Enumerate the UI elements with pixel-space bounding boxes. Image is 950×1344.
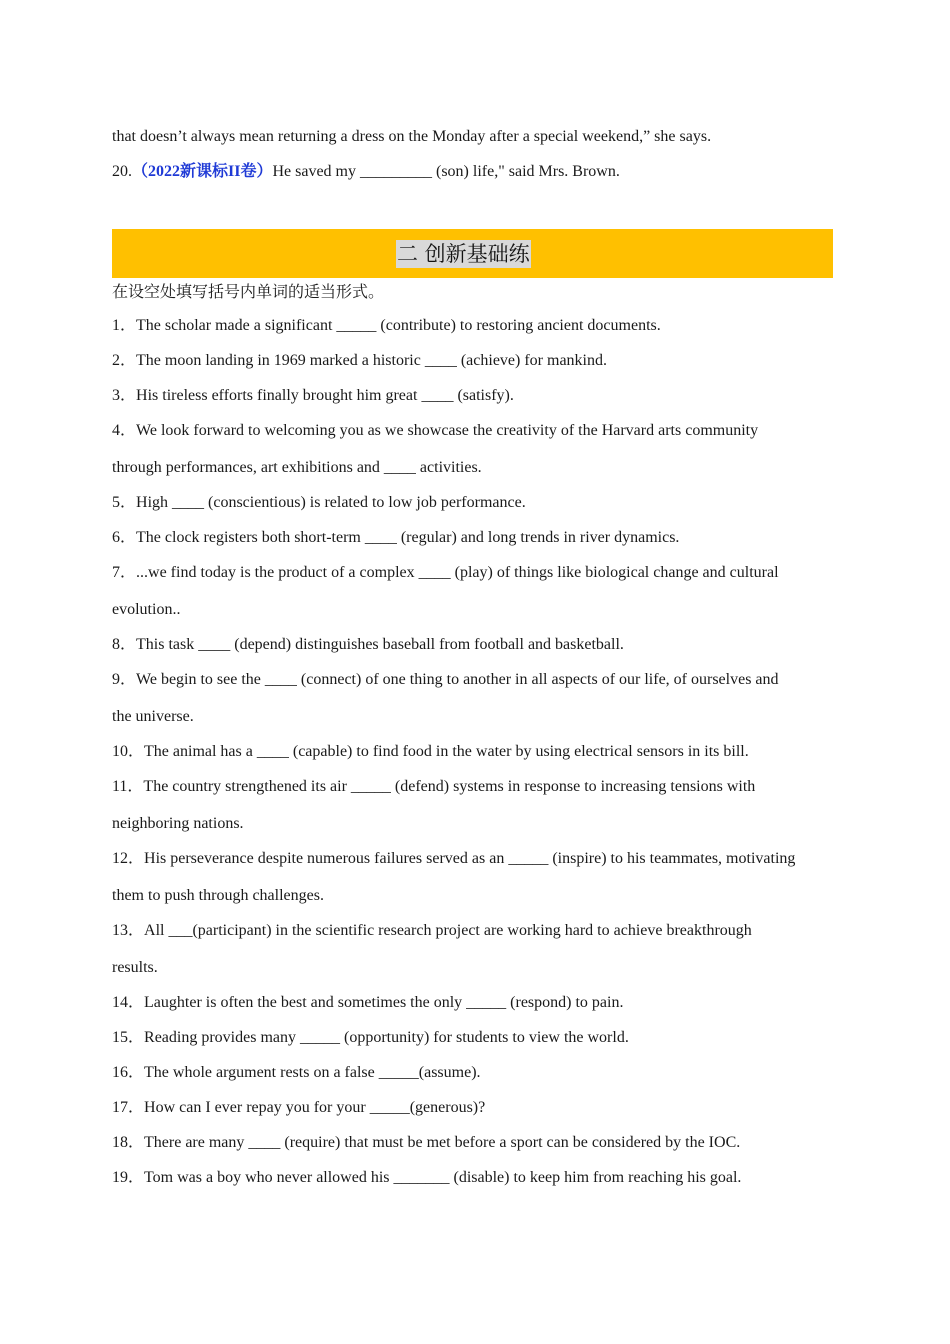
exercise-number: 11． <box>112 778 144 795</box>
exercise-text: His tireless efforts finally brought him great ____ (satisfy). <box>136 387 514 404</box>
exercise-item <box>112 777 755 797</box>
exercise-text: All ___(participant) in the scientific research project are working hard to achieve breakthrough <box>144 922 752 939</box>
exercise-item <box>112 921 752 941</box>
exercise-text-continued: them to push through challenges. <box>112 887 324 904</box>
section-banner <box>112 229 833 278</box>
exercise-number: 9． <box>112 671 137 688</box>
exercise-item <box>112 670 779 690</box>
exercise-text: Tom was a boy who never allowed his _______ (disable) to keep him from reaching his goal. <box>144 1169 742 1186</box>
exercise-text: This task ____ (depend) distinguishes baseball from football and basketball. <box>136 636 624 653</box>
exercise-text: The moon landing in 1969 marked a historic ____ (achieve) for mankind. <box>136 352 607 369</box>
exercise-item <box>112 849 795 869</box>
exercise-item <box>112 1063 481 1083</box>
section-instruction: 在设空处填写括号内单词的适当形式。 <box>112 284 385 301</box>
exercise-number: 6． <box>112 529 137 546</box>
exercise-item <box>112 386 514 406</box>
exercise-item <box>112 351 607 371</box>
exercise-item <box>112 1028 629 1048</box>
exercise-number: 8． <box>112 636 137 653</box>
exercise-number: 4． <box>112 422 137 439</box>
exercise-number: 19． <box>112 1169 145 1186</box>
exercise-text: The country strengthened its air _____ (defend) systems in response to increasing tensions with <box>143 778 756 795</box>
exercise-item <box>112 635 624 655</box>
exercise-text-continued: results. <box>112 959 158 976</box>
exercise-item <box>112 421 758 441</box>
exercise-text: The clock registers both short-term ____ (regular) and long trends in river dynamics. <box>136 529 680 546</box>
exercise-text: High ____ (conscientious) is related to low job performance. <box>136 494 526 511</box>
exercise-number: 7． <box>112 564 137 581</box>
exercise-text: Laughter is often the best and sometimes the only _____ (respond) to pain. <box>144 994 624 1011</box>
exercise-item <box>112 993 623 1013</box>
exercise-text-continued: neighboring nations. <box>112 815 244 832</box>
exercise-number: 14． <box>112 994 145 1011</box>
exercise-number: 5． <box>112 494 137 511</box>
exercise-item <box>112 1098 485 1118</box>
exercise-text: There are many ____ (require) that must be met before a sport can be considered by the IOC. <box>144 1134 741 1151</box>
exercise-item <box>112 493 526 513</box>
exercise-item <box>112 316 661 336</box>
exercise-text: How can I ever repay you for your _____(generous)? <box>144 1099 486 1116</box>
section-title: 二 创新基础练 <box>397 242 530 266</box>
exercise-text: We look forward to welcoming you as we showcase the creativity of the Harvard arts community <box>136 422 759 439</box>
question-text: He saved my _________ (son) life," said Mrs. Brown. <box>272 163 620 180</box>
exercise-text-continued: through performances, art exhibitions and ____ activities. <box>112 459 482 476</box>
exercise-number: 15． <box>112 1029 145 1046</box>
exercise-number: 12． <box>112 850 145 867</box>
exercise-number: 18． <box>112 1134 145 1151</box>
exercise-text-continued: the universe. <box>112 708 194 725</box>
question-number: 20. <box>112 163 132 180</box>
exercise-number: 10． <box>112 743 145 760</box>
exercise-text: The whole argument rests on a false _____(assume). <box>144 1064 481 1081</box>
exercise-text: The scholar made a significant _____ (contribute) to restoring ancient documents. <box>136 317 661 334</box>
exercise-number: 13． <box>112 922 145 939</box>
exercise-item <box>112 742 749 762</box>
exercise-item <box>112 563 779 583</box>
exercise-item <box>112 1168 741 1188</box>
question-20 <box>112 162 620 182</box>
exercise-number: 2． <box>112 352 137 369</box>
exercise-number: 17． <box>112 1099 145 1116</box>
exercise-item <box>112 1133 740 1153</box>
exercise-text: We begin to see the ____ (connect) of one thing to another in all aspects of our life, of ourselves and <box>136 671 779 688</box>
exercise-item <box>112 528 679 548</box>
exercise-text-continued: evolution.. <box>112 601 181 618</box>
exercise-text: His perseverance despite numerous failures served as an _____ (inspire) to his teammates, motivating <box>144 850 796 867</box>
question-source: （2022新课标II卷） <box>132 163 273 180</box>
exercise-text: Reading provides many _____ (opportunity) for students to view the world. <box>144 1029 629 1046</box>
exercise-number: 3． <box>112 387 137 404</box>
exercise-text: The animal has a ____ (capable) to find food in the water by using electrical sensors in its bill. <box>144 743 749 760</box>
exercise-number: 1． <box>112 317 137 334</box>
continuation-text: that doesn’t always mean returning a dress on the Monday after a special weekend,” she says. <box>112 128 712 145</box>
exercise-number: 16． <box>112 1064 145 1081</box>
exercise-text: ...we find today is the product of a complex ____ (play) of things like biological change and cultural <box>136 564 779 581</box>
